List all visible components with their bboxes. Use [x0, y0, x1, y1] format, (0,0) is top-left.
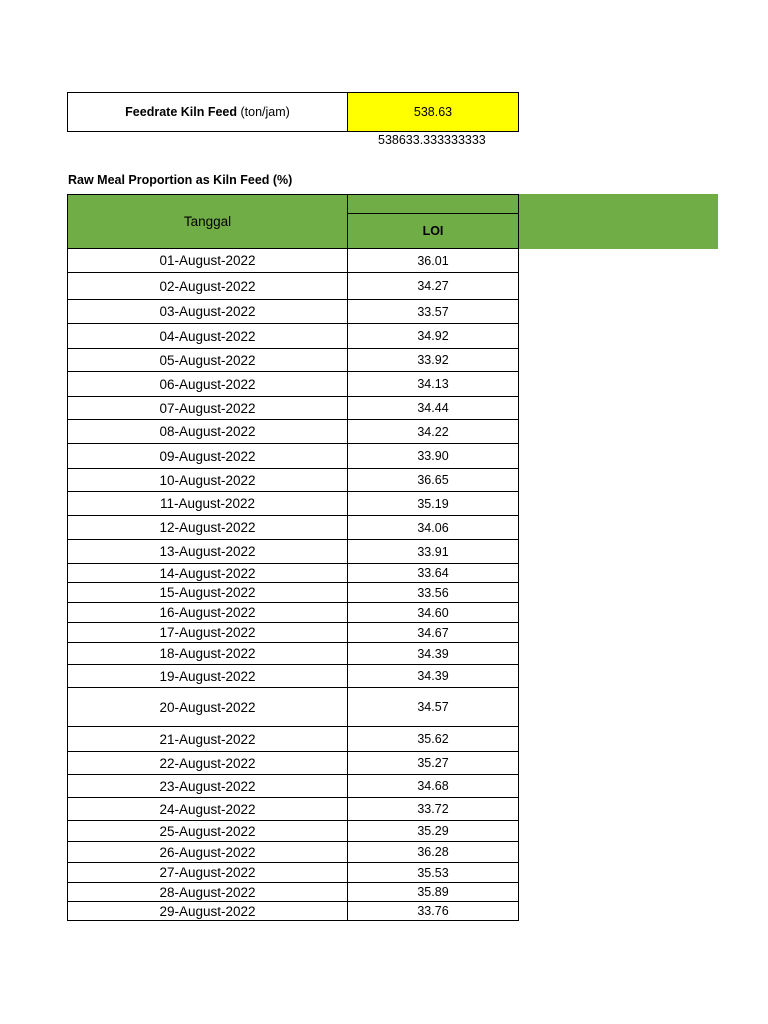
header-loi-label: LOI: [422, 224, 444, 239]
date-cell[interactable]: 02-August-2022: [68, 273, 348, 300]
loi-cell[interactable]: 36.28: [348, 842, 519, 863]
loi-cell[interactable]: 34.44: [348, 397, 519, 420]
date-cell[interactable]: 23-August-2022: [68, 775, 348, 798]
header-cell-group[interactable]: [348, 195, 519, 214]
feedrate-value-cell[interactable]: [348, 93, 519, 132]
table-row: [68, 516, 519, 540]
header-tanggal-label: Tanggal: [183, 214, 232, 229]
table-row: [68, 752, 519, 775]
table-row: [68, 603, 519, 623]
date-cell[interactable]: 13-August-2022: [68, 540, 348, 564]
table-row: [68, 397, 519, 420]
loi-table-header: [68, 195, 519, 249]
loi-cell[interactable]: 35.27: [348, 752, 519, 775]
table-row: [68, 273, 519, 300]
loi-cell[interactable]: 33.57: [348, 300, 519, 324]
feedrate-value: 538.63: [413, 105, 453, 119]
table-row: [68, 623, 519, 643]
date-cell[interactable]: 29-August-2022: [68, 902, 348, 921]
loi-cell[interactable]: 33.72: [348, 798, 519, 821]
loi-cell[interactable]: 34.13: [348, 372, 519, 397]
loi-cell[interactable]: 35.29: [348, 821, 519, 842]
table-row: [68, 420, 519, 444]
loi-cell[interactable]: 36.01: [348, 249, 519, 273]
loi-cell[interactable]: 34.57: [348, 688, 519, 727]
loi-cell[interactable]: 33.76: [348, 902, 519, 921]
date-cell[interactable]: 10-August-2022: [68, 469, 348, 492]
loi-cell[interactable]: 34.22: [348, 420, 519, 444]
loi-cell[interactable]: 33.90: [348, 444, 519, 469]
loi-cell[interactable]: 35.53: [348, 863, 519, 883]
table-row: [68, 842, 519, 863]
date-cell[interactable]: 06-August-2022: [68, 372, 348, 397]
header-cell-loi[interactable]: [348, 214, 519, 249]
loi-cell[interactable]: 34.60: [348, 603, 519, 623]
loi-table: [67, 194, 519, 921]
table-row: [68, 300, 519, 324]
loi-cell[interactable]: 35.62: [348, 727, 519, 752]
loi-cell[interactable]: 34.39: [348, 643, 519, 665]
loi-table-body: [68, 249, 519, 921]
date-cell[interactable]: 28-August-2022: [68, 883, 348, 902]
table-row: [68, 249, 519, 273]
date-cell[interactable]: 14-August-2022: [68, 564, 348, 583]
table-row: [68, 775, 519, 798]
date-cell[interactable]: 25-August-2022: [68, 821, 348, 842]
date-cell[interactable]: 18-August-2022: [68, 643, 348, 665]
date-cell[interactable]: 01-August-2022: [68, 249, 348, 273]
table-row: [68, 444, 519, 469]
date-cell[interactable]: 12-August-2022: [68, 516, 348, 540]
table-row: [68, 821, 519, 842]
table-row: [68, 727, 519, 752]
date-cell[interactable]: 07-August-2022: [68, 397, 348, 420]
table-row: [68, 688, 519, 727]
table-row: [68, 372, 519, 397]
loi-cell[interactable]: 33.91: [348, 540, 519, 564]
table-row: [68, 492, 519, 516]
loi-cell[interactable]: 35.89: [348, 883, 519, 902]
table-row: [68, 902, 519, 921]
loi-cell[interactable]: 34.27: [348, 273, 519, 300]
date-cell[interactable]: 09-August-2022: [68, 444, 348, 469]
table-row: [68, 583, 519, 603]
feedrate-raw-value[interactable]: 538633.333333333: [378, 133, 486, 147]
date-cell[interactable]: 26-August-2022: [68, 842, 348, 863]
date-cell[interactable]: 21-August-2022: [68, 727, 348, 752]
loi-cell[interactable]: 33.92: [348, 349, 519, 372]
section-title[interactable]: Raw Meal Proportion as Kiln Feed (%): [68, 173, 293, 187]
loi-cell[interactable]: 34.39: [348, 665, 519, 688]
date-cell[interactable]: 22-August-2022: [68, 752, 348, 775]
table-row: [68, 324, 519, 349]
table-row: [68, 349, 519, 372]
loi-cell[interactable]: 33.56: [348, 583, 519, 603]
table-row: [68, 883, 519, 902]
date-cell[interactable]: 08-August-2022: [68, 420, 348, 444]
header-fill-band: [518, 194, 718, 249]
feedrate-label: Feedrate Kiln Feed: [125, 105, 238, 119]
table-row: [68, 564, 519, 583]
date-cell[interactable]: 19-August-2022: [68, 665, 348, 688]
date-cell[interactable]: 15-August-2022: [68, 583, 348, 603]
date-cell[interactable]: 20-August-2022: [68, 688, 348, 727]
feedrate-row: [68, 93, 519, 132]
loi-cell[interactable]: 33.64: [348, 564, 519, 583]
loi-cell[interactable]: 36.65: [348, 469, 519, 492]
table-row: [68, 798, 519, 821]
loi-cell[interactable]: 34.06: [348, 516, 519, 540]
loi-cell[interactable]: 35.19: [348, 492, 519, 516]
date-cell[interactable]: 11-August-2022: [68, 492, 348, 516]
table-row: [68, 863, 519, 883]
date-cell[interactable]: 04-August-2022: [68, 324, 348, 349]
date-cell[interactable]: 27-August-2022: [68, 863, 348, 883]
date-cell[interactable]: 03-August-2022: [68, 300, 348, 324]
feedrate-label-cell[interactable]: [68, 93, 348, 132]
date-cell[interactable]: 17-August-2022: [68, 623, 348, 643]
feedrate-table: [67, 92, 519, 132]
table-row: [68, 540, 519, 564]
feedrate-unit: (ton/jam): [237, 105, 290, 119]
header-cell-tanggal[interactable]: [68, 195, 348, 249]
date-cell[interactable]: 05-August-2022: [68, 349, 348, 372]
table-row: [68, 643, 519, 665]
date-cell[interactable]: 16-August-2022: [68, 603, 348, 623]
table-row: [68, 665, 519, 688]
loi-cell[interactable]: 34.67: [348, 623, 519, 643]
loi-cell[interactable]: 34.92: [348, 324, 519, 349]
date-cell[interactable]: 24-August-2022: [68, 798, 348, 821]
header-row-top: [68, 195, 519, 214]
table-row: [68, 469, 519, 492]
loi-cell[interactable]: 34.68: [348, 775, 519, 798]
